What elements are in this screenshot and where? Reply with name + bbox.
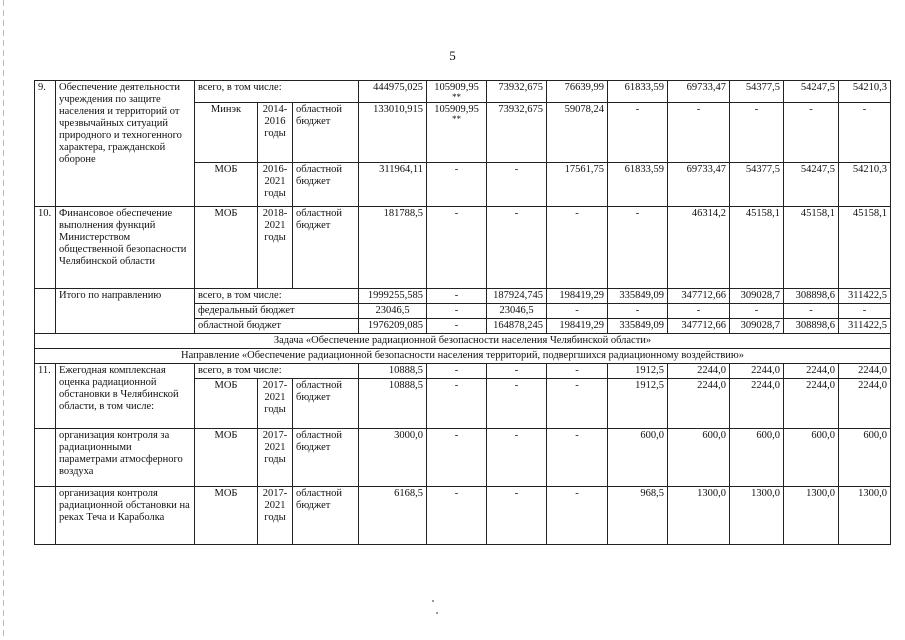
value-cell: - [547, 379, 608, 429]
value-cell: 54247,5 [784, 163, 839, 207]
value-cell: 45158,1 [839, 207, 891, 289]
value-cell: 968,5 [608, 487, 668, 545]
row-number: 9. [35, 81, 56, 207]
table-row [35, 364, 891, 379]
value-cell: 335849,09 [608, 289, 668, 304]
value-cell: 61833,59 [608, 163, 668, 207]
value-cell: 1976209,085 [359, 319, 427, 334]
table-row [35, 207, 891, 289]
budget-cell: областной бюджет [293, 429, 359, 487]
value-cell: - [608, 103, 668, 163]
value-cell: 311964,11 [359, 163, 427, 207]
value-cell: 1300,0 [839, 487, 891, 545]
footnote-mark: ** [452, 114, 462, 124]
budget-cell: областной бюджет [293, 207, 359, 289]
value-cell: - [784, 304, 839, 319]
value-cell: 76639,99 [547, 81, 608, 103]
value-cell: 187924,745 [487, 289, 547, 304]
value-cell: 1300,0 [784, 487, 839, 545]
period-cell: 2018-2021 годы [258, 207, 293, 289]
value-cell: 311422,5 [839, 289, 891, 304]
value-cell: 600,0 [784, 429, 839, 487]
value-cell: - [730, 103, 784, 163]
table-row [35, 349, 891, 364]
value-cell: 3000,0 [359, 429, 427, 487]
executor-cell: МОБ [195, 429, 258, 487]
value-cell: - [547, 364, 608, 379]
value-cell: 133010,915 [359, 103, 427, 163]
budget-cell: областной бюджет [293, 487, 359, 545]
value-cell: - [839, 304, 891, 319]
value-cell: 600,0 [730, 429, 784, 487]
task-heading: Задача «Обеспечение радиационной безопасности населения Челябинской области» [35, 334, 891, 349]
value-cell: - [427, 429, 487, 487]
total-label: всего, в том числе: [195, 81, 359, 103]
value-cell: - [839, 103, 891, 163]
value-cell: - [547, 487, 608, 545]
table-row [35, 289, 891, 304]
value-cell: 105909,95 ** [427, 103, 487, 163]
value-cell: 10888,5 [359, 379, 427, 429]
budget-label: федеральный бюджет [195, 304, 359, 319]
scan-speck [432, 600, 434, 602]
value-cell: 73932,675 [487, 103, 547, 163]
value-cell: - [608, 207, 668, 289]
executor-cell: Минэк [195, 103, 258, 163]
value-cell: 444975,025 [359, 81, 427, 103]
measure-name: организация контроля радиационной обстановки на реках Теча и Караболка [56, 487, 195, 545]
value-cell: 54210,3 [839, 81, 891, 103]
value-cell: - [487, 379, 547, 429]
measure-name: организация контроля за радиационными параметрами атмосферного воздуха [56, 429, 195, 487]
value-cell: 164878,245 [487, 319, 547, 334]
value-cell: 61833,59 [608, 81, 668, 103]
value-cell: 46314,2 [668, 207, 730, 289]
budget-table [34, 80, 891, 545]
budget-cell: областной бюджет [293, 379, 359, 429]
value-cell: - [487, 207, 547, 289]
value-cell: 54247,5 [784, 81, 839, 103]
value-cell: - [730, 304, 784, 319]
budget-cell: областной бюджет [293, 103, 359, 163]
value-cell: 6168,5 [359, 487, 427, 545]
value-cell: 54210,3 [839, 163, 891, 207]
value-cell: 2244,0 [784, 379, 839, 429]
value-cell: - [427, 304, 487, 319]
value-cell: 600,0 [668, 429, 730, 487]
row-number: 10. [35, 207, 56, 289]
measure-name: Финансовое обеспечение выполнения функций Министерством общественной безопасности Челябинской области [56, 207, 195, 289]
value-cell: 23046,5 [359, 304, 427, 319]
value-cell: 69733,47 [668, 81, 730, 103]
value-cell: - [668, 103, 730, 163]
executor-cell: МОБ [195, 487, 258, 545]
budget-label: областной бюджет [195, 319, 359, 334]
value-cell: 45158,1 [730, 207, 784, 289]
value-cell: 347712,66 [668, 319, 730, 334]
executor-cell: МОБ [195, 207, 258, 289]
total-label: всего, в том числе: [195, 289, 359, 304]
value-cell: - [608, 304, 668, 319]
period-cell: 2016-2021 годы [258, 163, 293, 207]
value-cell: 2244,0 [839, 379, 891, 429]
scan-speck [436, 612, 438, 614]
value-cell: 347712,66 [668, 289, 730, 304]
value-cell: 309028,7 [730, 319, 784, 334]
value-cell: - [547, 207, 608, 289]
value-cell: 335849,09 [608, 319, 668, 334]
value-cell: - [427, 379, 487, 429]
scan-margin-line [3, 0, 4, 640]
value-cell: 59078,24 [547, 103, 608, 163]
value-cell: 54377,5 [730, 81, 784, 103]
value-cell: - [487, 364, 547, 379]
footnote-mark: ** [452, 92, 462, 102]
value-cell: - [547, 429, 608, 487]
value-cell: - [547, 304, 608, 319]
value-cell: 1300,0 [730, 487, 784, 545]
value-cell: 17561,75 [547, 163, 608, 207]
measure-name: Обеспечение деятельности учреждения по защите населения и территорий от чрезвычайных ситуаций природного и техногенного характера, гражданской обороне [56, 81, 195, 207]
value-cell: 45158,1 [784, 207, 839, 289]
value-cell: 1999255,585 [359, 289, 427, 304]
value-cell: 309028,7 [730, 289, 784, 304]
row-number: 11. [35, 364, 56, 429]
empty-cell [35, 487, 56, 545]
table-row [35, 429, 891, 487]
period-cell: 2017-2021 годы [258, 487, 293, 545]
value-cell: 1912,5 [608, 379, 668, 429]
value-cell: 54377,5 [730, 163, 784, 207]
period-cell: 2017-2021 годы [258, 429, 293, 487]
value-cell: 1912,5 [608, 364, 668, 379]
direction-heading: Направление «Обеспечение радиационной безопасности населения территорий, подвергшихся радиационному воздействию» [35, 349, 891, 364]
empty-cell [35, 429, 56, 487]
table-row [35, 81, 891, 103]
value-cell: 600,0 [608, 429, 668, 487]
table-row [35, 334, 891, 349]
executor-cell: МОБ [195, 379, 258, 429]
value-cell: - [427, 319, 487, 334]
measure-name: Ежегодная комплексная оценка радиационной обстановки в Челябинской области, в том числе: [56, 364, 195, 429]
value-cell: 2244,0 [730, 379, 784, 429]
value-cell: 2244,0 [730, 364, 784, 379]
budget-cell: областной бюджет [293, 163, 359, 207]
value-cell: - [427, 289, 487, 304]
value-cell: - [427, 364, 487, 379]
value-cell: 2244,0 [668, 364, 730, 379]
value-cell: - [487, 487, 547, 545]
value-cell: 73932,675 [487, 81, 547, 103]
value-cell: 1300,0 [668, 487, 730, 545]
value-cell: 311422,5 [839, 319, 891, 334]
value-cell: 600,0 [839, 429, 891, 487]
empty-cell [35, 289, 56, 334]
value-cell: 10888,5 [359, 364, 427, 379]
value-cell: - [668, 304, 730, 319]
table-row [35, 487, 891, 545]
value-cell: 2244,0 [784, 364, 839, 379]
value-cell: 69733,47 [668, 163, 730, 207]
value-cell: 308898,6 [784, 289, 839, 304]
value-cell: 23046,5 [487, 304, 547, 319]
value-cell: 198419,29 [547, 289, 608, 304]
period-cell: 2014-2016 годы [258, 103, 293, 163]
value-cell: - [427, 163, 487, 207]
period-cell: 2017-2021 годы [258, 379, 293, 429]
value-cell: 2244,0 [839, 364, 891, 379]
value-cell: - [784, 103, 839, 163]
total-label: всего, в том числе: [195, 364, 359, 379]
executor-cell: МОБ [195, 163, 258, 207]
value-cell: 181788,5 [359, 207, 427, 289]
value-cell: - [487, 163, 547, 207]
value-cell: - [487, 429, 547, 487]
page-number: 5 [449, 48, 456, 63]
total-title: Итого по направлению [56, 289, 195, 334]
value-cell: 2244,0 [668, 379, 730, 429]
value-cell: - [427, 207, 487, 289]
value-cell: 308898,6 [784, 319, 839, 334]
value-cell: 105909,95 ** [427, 81, 487, 103]
value-cell: - [427, 487, 487, 545]
value-cell: 198419,29 [547, 319, 608, 334]
